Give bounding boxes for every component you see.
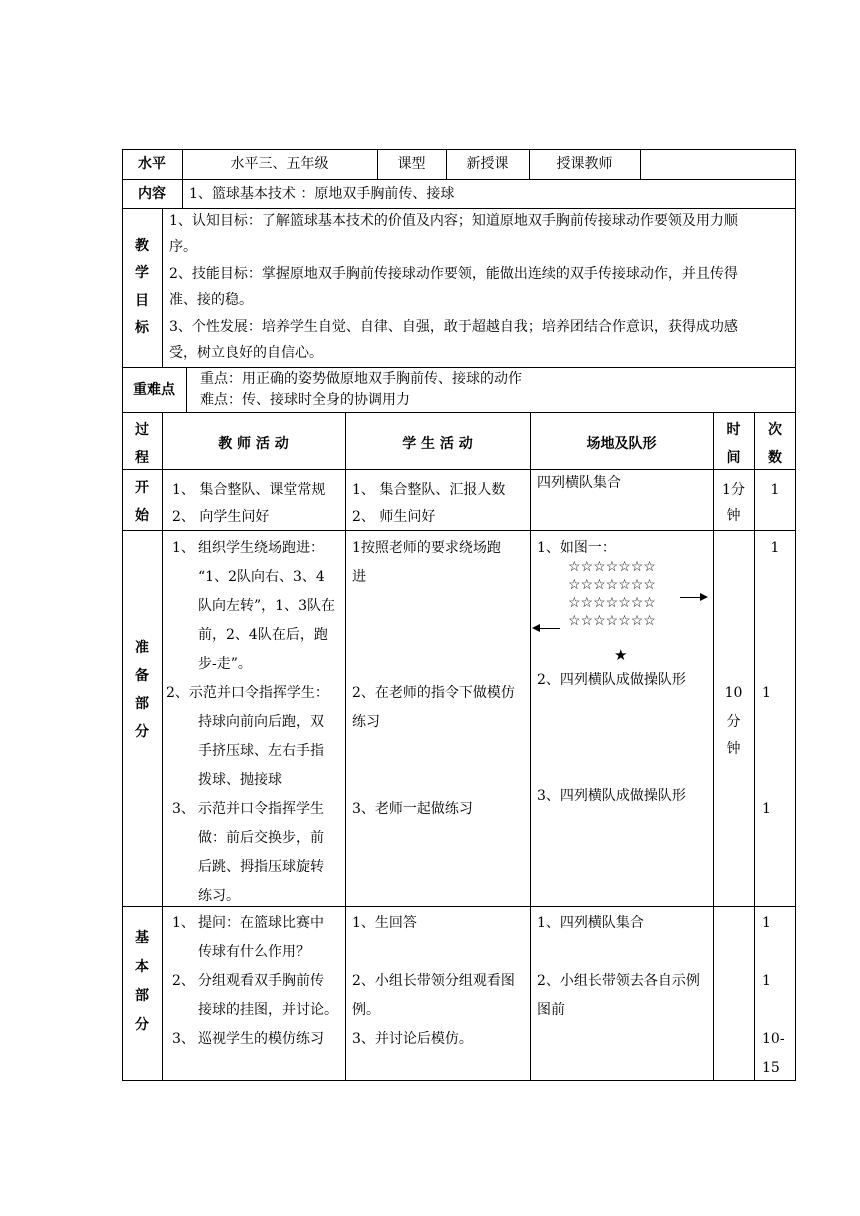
prep-venue-line: 2、四列横队成做操队形 (537, 672, 686, 688)
basic-label-char: 基 (135, 930, 149, 946)
row-divider (122, 530, 796, 531)
basic-teacher-line: 传球有什么作用？ (198, 944, 310, 960)
start-count: 1 (770, 482, 780, 498)
start-venue: 四列横队集合 (537, 475, 621, 491)
row-divider (122, 208, 796, 209)
arrow-right-icon (680, 597, 706, 598)
prep-teacher-line: 步-走”。 (198, 656, 252, 672)
goal-line: 2、技能目标：掌握原地双手胸前传接球动作要领，能做出连续的双手传接球动作，并且传得 (169, 266, 738, 282)
keypoints-label: 重难点 (133, 382, 175, 398)
prep-label-char: 部 (135, 696, 149, 712)
basic-student-line: 例。 (352, 1002, 380, 1018)
level-label: 水平 (138, 156, 166, 172)
prep-time: 钟 (726, 741, 741, 757)
start-teacher-line: 2、 向学生问好 (172, 509, 270, 525)
goals-label-char: 学 (135, 265, 149, 281)
goal-line: 准、接的稳。 (169, 292, 253, 308)
basic-label-char: 分 (135, 1017, 149, 1033)
teacher-activity-header: 教 师 活 动 (218, 436, 289, 452)
time-header-char: 间 (726, 450, 741, 466)
student-activity-header: 学 生 活 动 (402, 436, 473, 452)
prep-count: 1 (762, 801, 771, 817)
type-value: 新授课 (466, 156, 509, 172)
prep-teacher-line: 组织学生绕场跑进： (198, 540, 324, 556)
goal-line: 3、个性发展：培养学生自觉、自律、自强，敢于超越自我；培养团结合作意识，获得成功感 (169, 319, 738, 335)
start-student-line: 1、 集合整队、汇报人数 (352, 482, 506, 498)
formation-star-row: ☆☆☆☆☆☆☆ (568, 613, 656, 629)
basic-venue-line: 2、小组长带领去各自示例 (537, 973, 700, 989)
basic-teacher-num: 2、 (172, 973, 195, 989)
prep-teacher-line: 示范并口令指挥学生 (198, 801, 324, 817)
col-divider (186, 367, 187, 412)
arrow-left-icon (534, 628, 560, 629)
prep-student-line: 3、老师一起做练习 (352, 801, 473, 817)
basic-count: 10- (762, 1031, 785, 1047)
prep-student-line: 2、在老师的指令下做模仿 (352, 685, 515, 701)
start-student-line: 2、 师生问好 (352, 509, 436, 525)
row-divider (122, 469, 796, 470)
prep-teacher-line: 队向左转”，1、3队在 (198, 598, 335, 614)
basic-teacher-line: 提问：在篮球比赛中 (198, 915, 324, 931)
basic-count: 15 (762, 1060, 780, 1076)
prep-student-line: 1按照老师的要求绕场跑 (352, 540, 501, 556)
prep-venue-line: 1、如图一： (537, 540, 616, 556)
level-value: 水平三、五年级 (230, 156, 329, 172)
formation-star-row: ☆☆☆☆☆☆☆ (568, 559, 656, 575)
focus-text: 重点：用正确的姿势做原地双手胸前传、接球的动作 (200, 371, 522, 387)
difficulty-text: 难点：传、接球时全身的协调用力 (200, 392, 410, 408)
basic-student-line: 3、并讨论后模仿。 (352, 1031, 473, 1047)
goal-line: 1、认知目标：了解篮球基本技术的价值及内容；知道原地双手胸前传接球动作要领及用力顺 (169, 213, 738, 229)
prep-student-line: 练习 (352, 714, 380, 730)
time-header-char: 时 (726, 422, 741, 438)
goal-line: 序。 (169, 239, 197, 255)
prep-label-char: 准 (135, 640, 149, 656)
start-time: 钟 (726, 508, 741, 524)
prep-teacher-line: 练习。 (198, 888, 240, 904)
prep-teacher-line: 后跳、拇指压球旋转 (198, 859, 324, 875)
col-divider (345, 412, 346, 1081)
col-divider (162, 208, 163, 367)
prep-teacher-line: 拨球、抛接球 (198, 772, 282, 788)
row-divider (122, 367, 796, 368)
prep-teacher-line: “1、2队向右、3、4 (198, 569, 325, 585)
prep-count: 1 (770, 540, 780, 556)
col-divider (182, 179, 183, 208)
prep-time: 分 (726, 714, 741, 730)
prep-time: 10 (724, 685, 743, 701)
start-label-char: 开 (135, 480, 149, 496)
basic-teacher-line: 分组观看双手胸前传 (198, 973, 324, 989)
content-label: 内容 (138, 186, 166, 202)
prep-teacher-line: 手挤压球、左右手指 (198, 743, 324, 759)
goals-label-char: 标 (135, 320, 149, 336)
col-divider (754, 412, 755, 1081)
start-time: 1分 (722, 482, 745, 498)
basic-count: 1 (762, 973, 771, 989)
basic-label-char: 部 (135, 988, 149, 1004)
basic-student-line: 2、小组长带领分组观看图 (352, 973, 515, 989)
venue-header: 场地及队形 (586, 436, 657, 452)
prep-teacher-num: 1、 (172, 540, 195, 556)
prep-teacher-num: 3、 (172, 801, 195, 817)
basic-venue-line: 1、四列横队集合 (537, 915, 644, 931)
prep-teacher-line: 前，2、4队在后，跑 (198, 627, 328, 643)
basic-teacher-line: 接球的挂图，并讨论。 (198, 1002, 338, 1018)
start-teacher-line: 1、 集合整队、课堂常规 (172, 482, 326, 498)
goals-label-char: 教 (135, 238, 149, 254)
prep-label-char: 分 (135, 724, 149, 740)
basic-student-line: 1、生回答 (352, 915, 417, 931)
basic-teacher-num: 3、 (172, 1031, 195, 1047)
prep-teacher-line: 做：前后交换步，前 (198, 830, 324, 846)
prep-count: 1 (762, 685, 771, 701)
col-divider (162, 412, 163, 1081)
content-value: 1、篮球基本技术 ：原地双手胸前传、接球 (189, 186, 455, 202)
row-divider (122, 906, 796, 907)
start-label-char: 始 (135, 508, 149, 524)
count-header-char: 数 (768, 450, 782, 466)
teacher-label: 授课教师 (556, 156, 613, 172)
formation-star-row: ☆☆☆☆☆☆☆ (568, 577, 656, 593)
prep-label-char: 备 (135, 668, 149, 684)
basic-teacher-num: 1、 (172, 915, 195, 931)
goal-line: 受，树立良好的自信心。 (169, 345, 323, 361)
col-divider (640, 149, 641, 179)
prep-teacher-line: 2、示范并口令指挥学生： (166, 685, 329, 701)
row-divider (122, 179, 796, 180)
process-header-char: 过 (135, 422, 149, 438)
type-label: 课型 (397, 156, 426, 172)
prep-student-line: 进 (352, 569, 366, 585)
teacher-star-icon: ★ (614, 646, 628, 664)
process-header-char: 程 (135, 450, 149, 466)
formation-star-row: ☆☆☆☆☆☆☆ (568, 595, 656, 611)
count-header-char: 次 (768, 422, 782, 438)
row-divider (122, 412, 796, 413)
basic-label-char: 本 (135, 959, 149, 975)
prep-teacher-line: 持球向前向后跑，双 (198, 714, 324, 730)
basic-venue-line: 图前 (537, 1002, 565, 1018)
basic-count: 1 (762, 915, 771, 931)
col-divider (530, 412, 531, 1081)
basic-teacher-line: 巡视学生的模仿练习 (198, 1031, 324, 1047)
prep-venue-line: 3、四列横队成做操队形 (537, 788, 686, 804)
goals-label-char: 目 (135, 293, 149, 309)
